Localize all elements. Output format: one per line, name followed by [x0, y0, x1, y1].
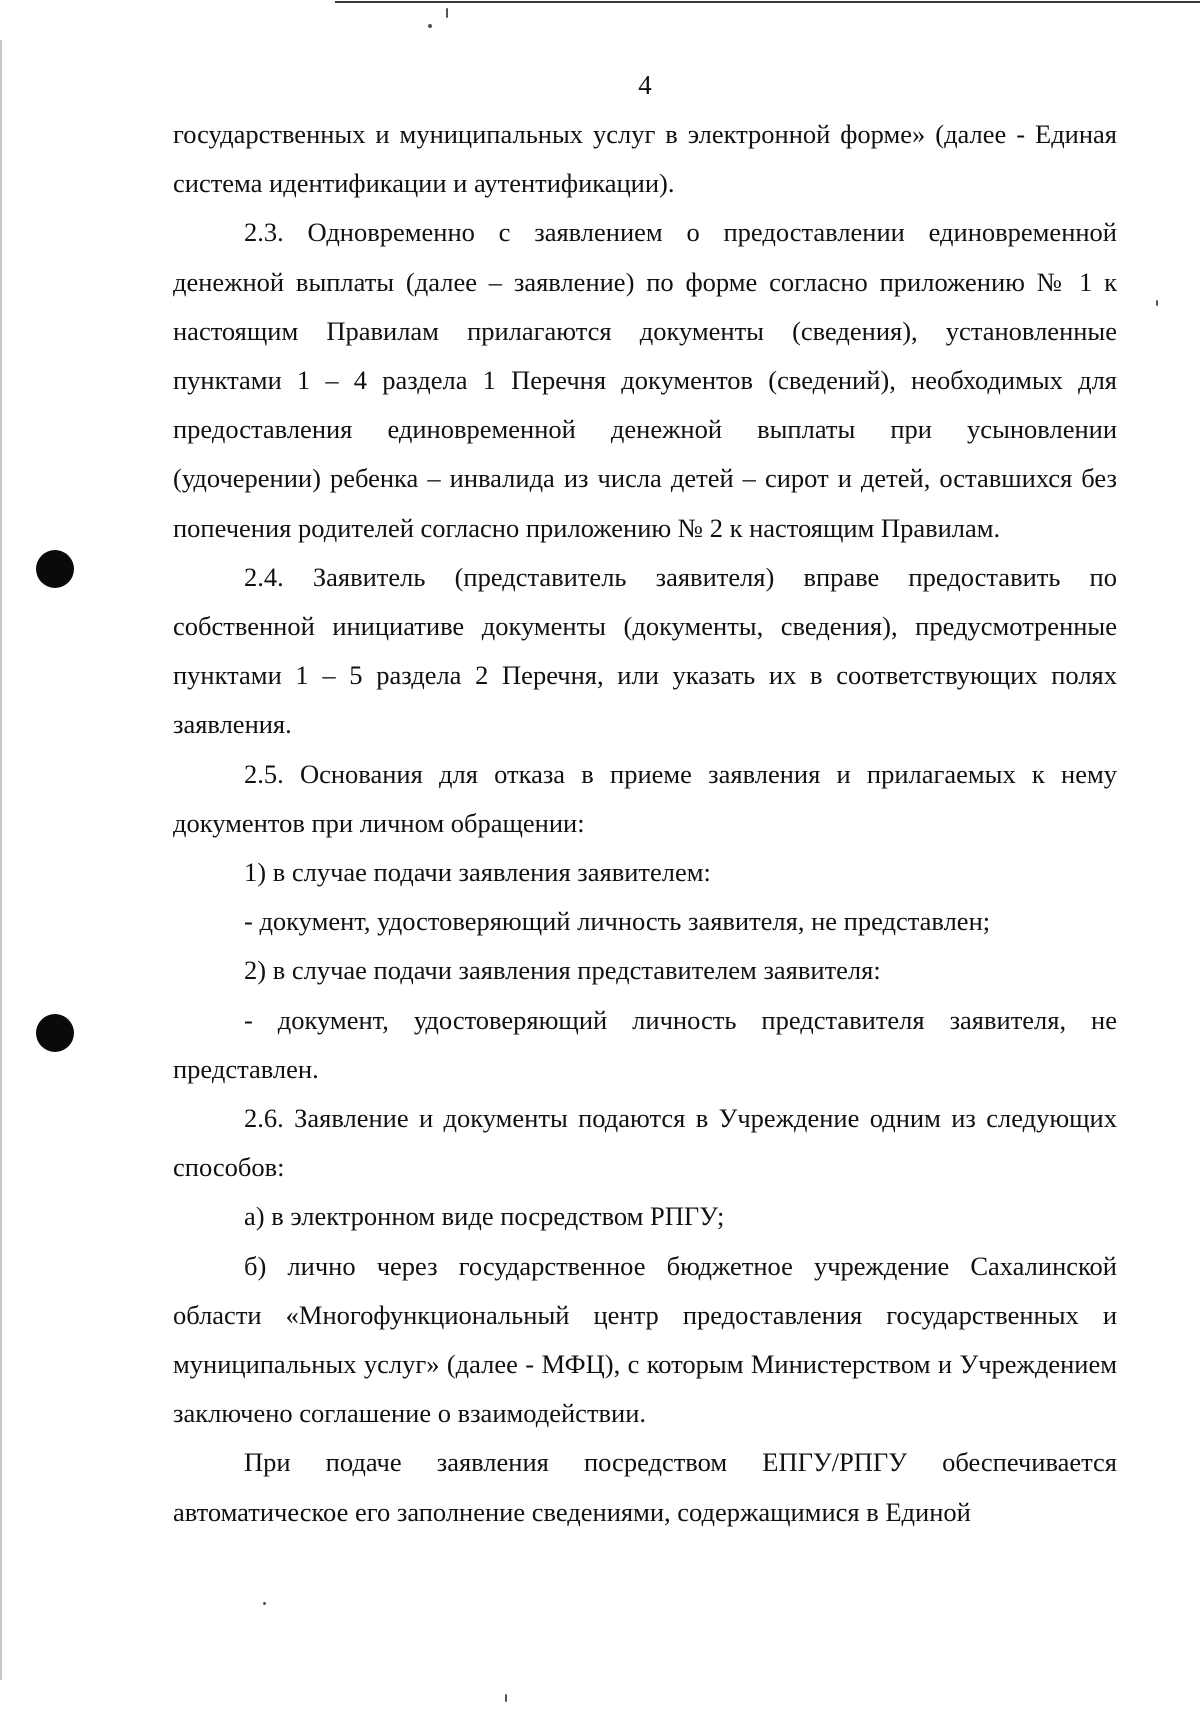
paragraph: 2.3. Одновременно с заявлением о предоставлении единовременной денежной выплаты (далее – заявление) по форме согласно приложению № 1 к настоящим Правилам прилагаются документы (сведения), установленные пунктами 1 – 4 раздела 1 Перечня документов (сведений), необходимых для предоставления единовременной денежной выплаты при усыновлении (удочерении) ребенка – инвалида из числа детей – сирот и детей, оставшихся без попечения родителей согласно приложению № 2 к настоящим Правилам.	[173, 217, 1117, 543]
list-item: 1) в случае подачи заявления заявителем:	[244, 857, 711, 888]
page-number: 4	[638, 70, 652, 100]
punch-hole-upper	[36, 550, 74, 588]
paragraph: При подаче заявления посредством ЕПГУ/РПГУ обеспечивается автоматическое его заполнение сведениями, содержащимися в Единой	[173, 1447, 1117, 1527]
list-item: 2) в случае подачи заявления представителем заявителя:	[244, 955, 881, 986]
list-item: - документ, удостоверяющий личность представителя заявителя, не представлен.	[173, 1004, 1117, 1084]
scan-speck	[446, 8, 448, 18]
list-item: - документ, удостоверяющий личность заявителя, не представлен;	[244, 906, 991, 937]
paragraph: 2.6. Заявление и документы подаются в Учреждение одним из следующих способов:	[173, 1103, 1117, 1183]
list-item: б) лично через государственное бюджетное учреждение Сахалинской области «Многофункциональный центр предоставления государственных и муниципальных услуг» (далее - МФЦ), с которым Министерством и Учреждением заключено соглашение о взаимодействии.	[173, 1250, 1117, 1429]
punch-hole-lower	[36, 1014, 74, 1052]
paragraph: государственных и муниципальных услуг в электронной форме» (далее - Единая система идентификации и аутентификации).	[173, 119, 1117, 199]
scan-speck	[428, 24, 432, 28]
document-body	[173, 110, 1117, 1537]
paragraph: 2.4. Заявитель (представитель заявителя) вправе предоставить по собственной инициативе документы (документы, сведения), предусмотренные пунктами 1 – 5 раздела 2 Перечня, или указать их в соответствующих полях заявления.	[173, 561, 1117, 740]
paragraph: 2.5. Основания для отказа в приеме заявления и прилагаемых к нему документов при личном обращении:	[173, 758, 1117, 838]
list-item: а) в электронном виде посредством РПГУ;	[244, 1201, 725, 1232]
top-edge-line	[335, 1, 1200, 3]
scan-speck	[505, 1694, 507, 1702]
scan-speck	[1156, 300, 1158, 306]
scan-left-edge	[0, 40, 2, 1680]
scan-speck	[263, 1602, 266, 1605]
